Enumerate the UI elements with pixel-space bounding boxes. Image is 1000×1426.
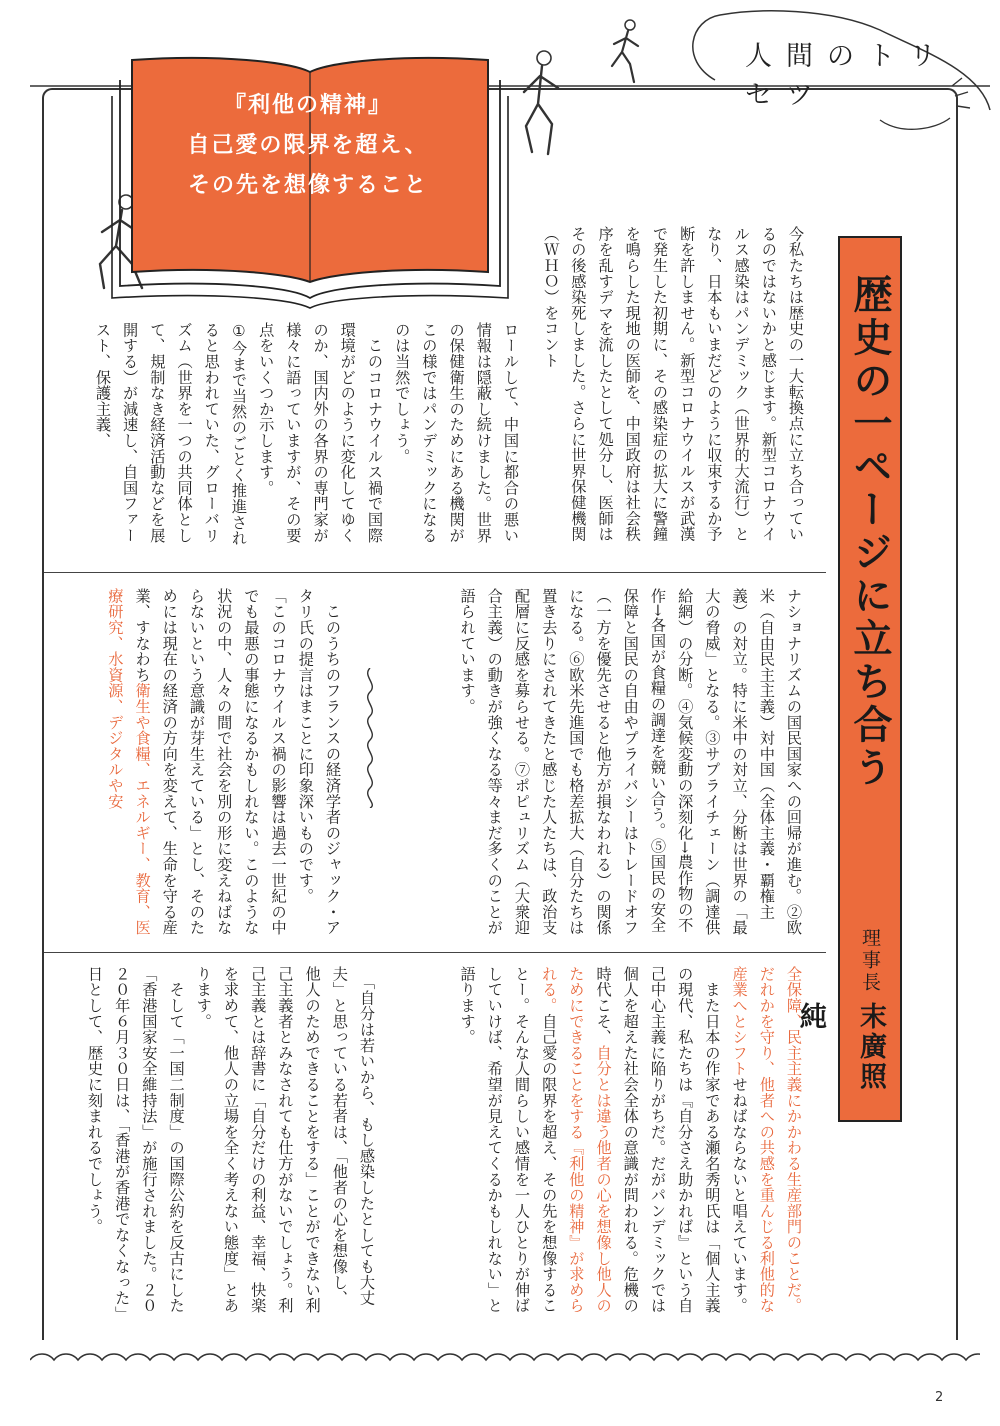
bottom-wave [30, 1350, 980, 1370]
lead-line-1: 『利他の精神』 [223, 93, 392, 118]
runner-icon [512, 48, 570, 160]
body-top-left: ロールして、中国に都合の悪い情報は隠蔽し続けました。世界の保健衛生のためにある機関がこの様ではパンデミックになるのは当然でしょう。 このコロナウイルス禍で国際環境がどのように変化してゆくのか、国内外の各界の専門家が様々に語っていますが、その要点をいくつか示します。 ①今まで当然のごとく推進されると思われていた、グローバリズム（世界を一つの共同体として、規制なき経済活動などを展開する）が減速し、自国ファースト、保護主義、 [93, 322, 520, 546]
wavy-separator [360, 668, 380, 808]
highlight-text: 全保障、民主主義にかかわる生産部門のことだ。だれかを守り、他者への共感を重んじる利他的な産業へとシフト [730, 966, 803, 1314]
article-title: 歴史の一ページに立ち合う [847, 274, 893, 790]
lead-line-2: 自己愛の限界を超え、 [187, 133, 429, 158]
lead-text [150, 86, 466, 236]
body-mid-left [88, 588, 346, 938]
body-mid-left-text: このうちのフランスの経済学者のジャック・アタリ氏の提言はまことに印象深いものです。 「このコロナウイルス禍の影響は過去一世紀の中でも最悪の事態になるかもしれない。このような状況の中、人々の間で社会を別の形に変えねばならないという意識が芽生えている」とし、そのためには現在の経済の方向を変えて、生命を守る産業、すなわち [133, 588, 342, 936]
author-name: 末廣照純 [795, 1002, 886, 1092]
body-bot-right [395, 966, 807, 1316]
title-bar [795, 236, 902, 1122]
runner-icon [600, 18, 648, 86]
row-divider-2 [44, 952, 826, 953]
section-label: 人間のトリセツ [745, 41, 950, 111]
highlight-text: 衛生や食糧、エネルギー、教育、医療研究、水資源、デジタルや安 [106, 588, 152, 936]
body-top-right: 今私たちは歴史の一大転換点に立ち合っているのではないかと感じます。新型コロナウイルス感染はパンデミック（世界的大流行）となり、日本もいまだどのように収束するか予断を許しません。新型コロナウイルスが武漢で発生した初期に、その感染症の拡大に警鐘を鳴らした現地の医師を、中国政府は社会秩序を乱すデマを流したとして処分し、医師はその後感染死しました。さらに世界保健機関（ＷＨＯ）をコント [542, 226, 805, 542]
highlight-text: 自分とは違う他者の心を想像し他人のためにできることをする『利他の精神』が求められる。 [540, 966, 613, 1314]
row-divider-1 [44, 572, 826, 573]
body-mid-right: ナショナリズムの国民国家への回帰が進む。②欧米（自由民主主義）対中国（全体主義・覇権主義）の対立。特に米中の対立、分断は世界の「最大の脅威」となる。③サプライチェーン（調達供給網）の分断。④気候変動の深刻化→農作物の不作→各国が食糧の調達を競い合う。⑤国民の安全保障と国民の自由やプライバシーはトレードオフ（一方を優先させると他方が損なわれる）の関係になる。⑥欧米先進国でも格差拡大（自分たちは置き去りにされてきたと感じた人たちは、政治支配層に反感を募らせる。⑦ポピュリズム（大衆迎合主義）の動きが強くなる等々まだ多くのことが語られています。 [458, 588, 803, 936]
body-bot-left: 「自分は若いから、もし感染したとしても大丈夫」と思っている若者は、「他者の心を想像し、他人のためできることをする」ことができない利己主義者とみなされても仕方がないでしょう。利己主義とは辞書に「自分だけの利益、幸福、快楽を求めて、他人の立場を全く考えない態度」とあります。 そして「一国二制度」の国際公約を反古にした「香港国家安全維持法」が施行されました。２０２０年６月３０日は、「香港が香港でなくなった」日として、歴史に刻まれるでしょう。 [85, 966, 376, 1315]
author-role: 理事長 [859, 928, 881, 994]
page-number: 2 [935, 1390, 944, 1405]
lead-line-3: その先を想像すること [187, 173, 428, 198]
body-bot-right-text: せねばならないと唱えています。 また日本の作家である瀬名秀明氏は「個人主義の現代、私たちは『自分さえ助かれば』という自己中心主義に陥りがちだ。だがパンデミックでは個人を超えた社会全体の意識が問われる。危機の時代こそ、 [594, 966, 749, 1314]
body-bot-right-text-2: 自己愛の限界を超え、その先を想像することー。そんな人間らしい感情を一人ひとりが伸ばしていけば、希望が見えてくるかもしれない」と語ります。 [458, 966, 559, 1314]
